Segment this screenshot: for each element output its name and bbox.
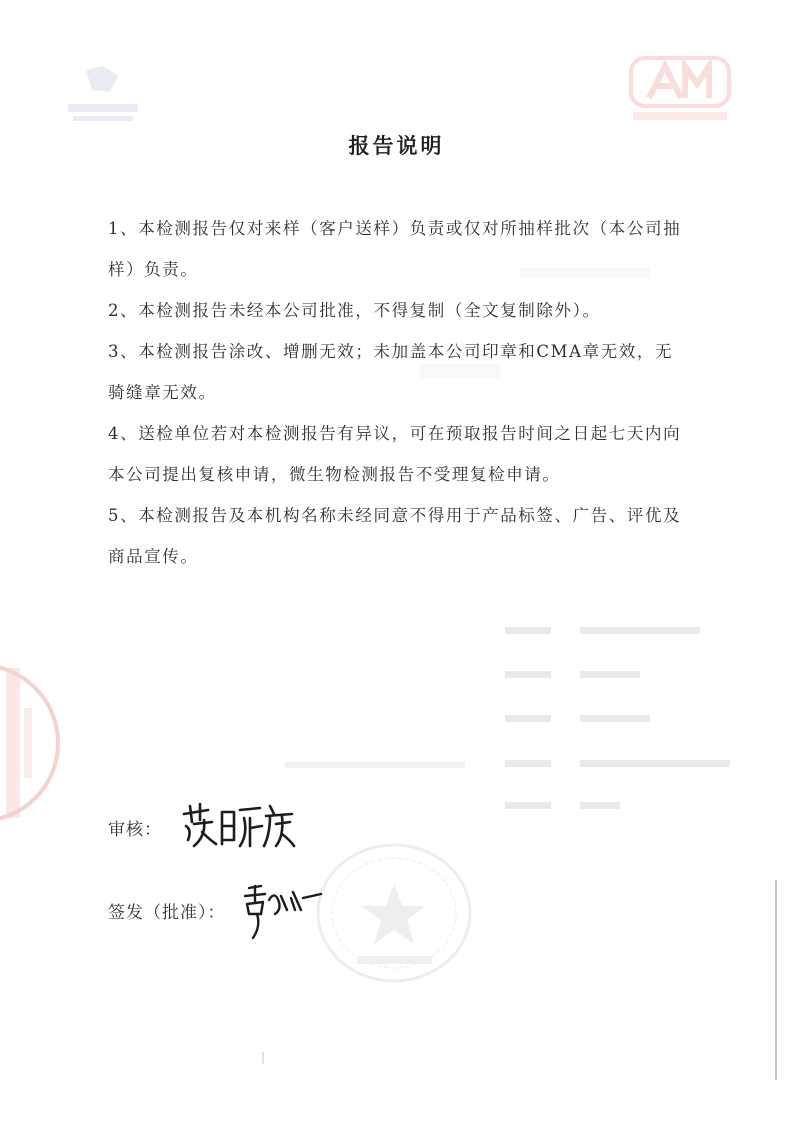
report-notes (108, 208, 688, 577)
clause-4: 4、送检单位若对本检测报告有异议，可在预取报告时间之日起七天内向本公司提出复核申请，微生物检测报告不受理复检申请。 (108, 424, 682, 484)
ghost-logo-left (58, 62, 148, 132)
clause-3: 3、本检测报告涂改、增删无效；未加盖本公司印章和CMA章无效，无骑缝章无效。 (108, 342, 674, 402)
clause-5: 5、本检测报告及本机构名称未经同意不得用于产品标签、广告、评优及商品宣传。 (108, 506, 682, 566)
ghost-cma-logo (625, 50, 735, 130)
page-title: 报告说明 (348, 134, 445, 158)
ghost-seal-center (312, 838, 477, 988)
issue-signature-image (235, 880, 325, 940)
review-label: 审核： (108, 820, 162, 840)
clause-1: 1、本检测报告仅对来样（客户送样）负责或仅对所抽样批次（本公司抽样）负责。 (108, 219, 682, 279)
review-signature-image (178, 800, 298, 852)
issue-label: 签发（批准）： (108, 903, 226, 923)
ghost-seal-left (0, 648, 70, 838)
ghost-edge-mark (770, 880, 782, 1080)
clause-2: 2、本检测报告未经本公司批准，不得复制（全文复制除外）。 (108, 301, 601, 320)
